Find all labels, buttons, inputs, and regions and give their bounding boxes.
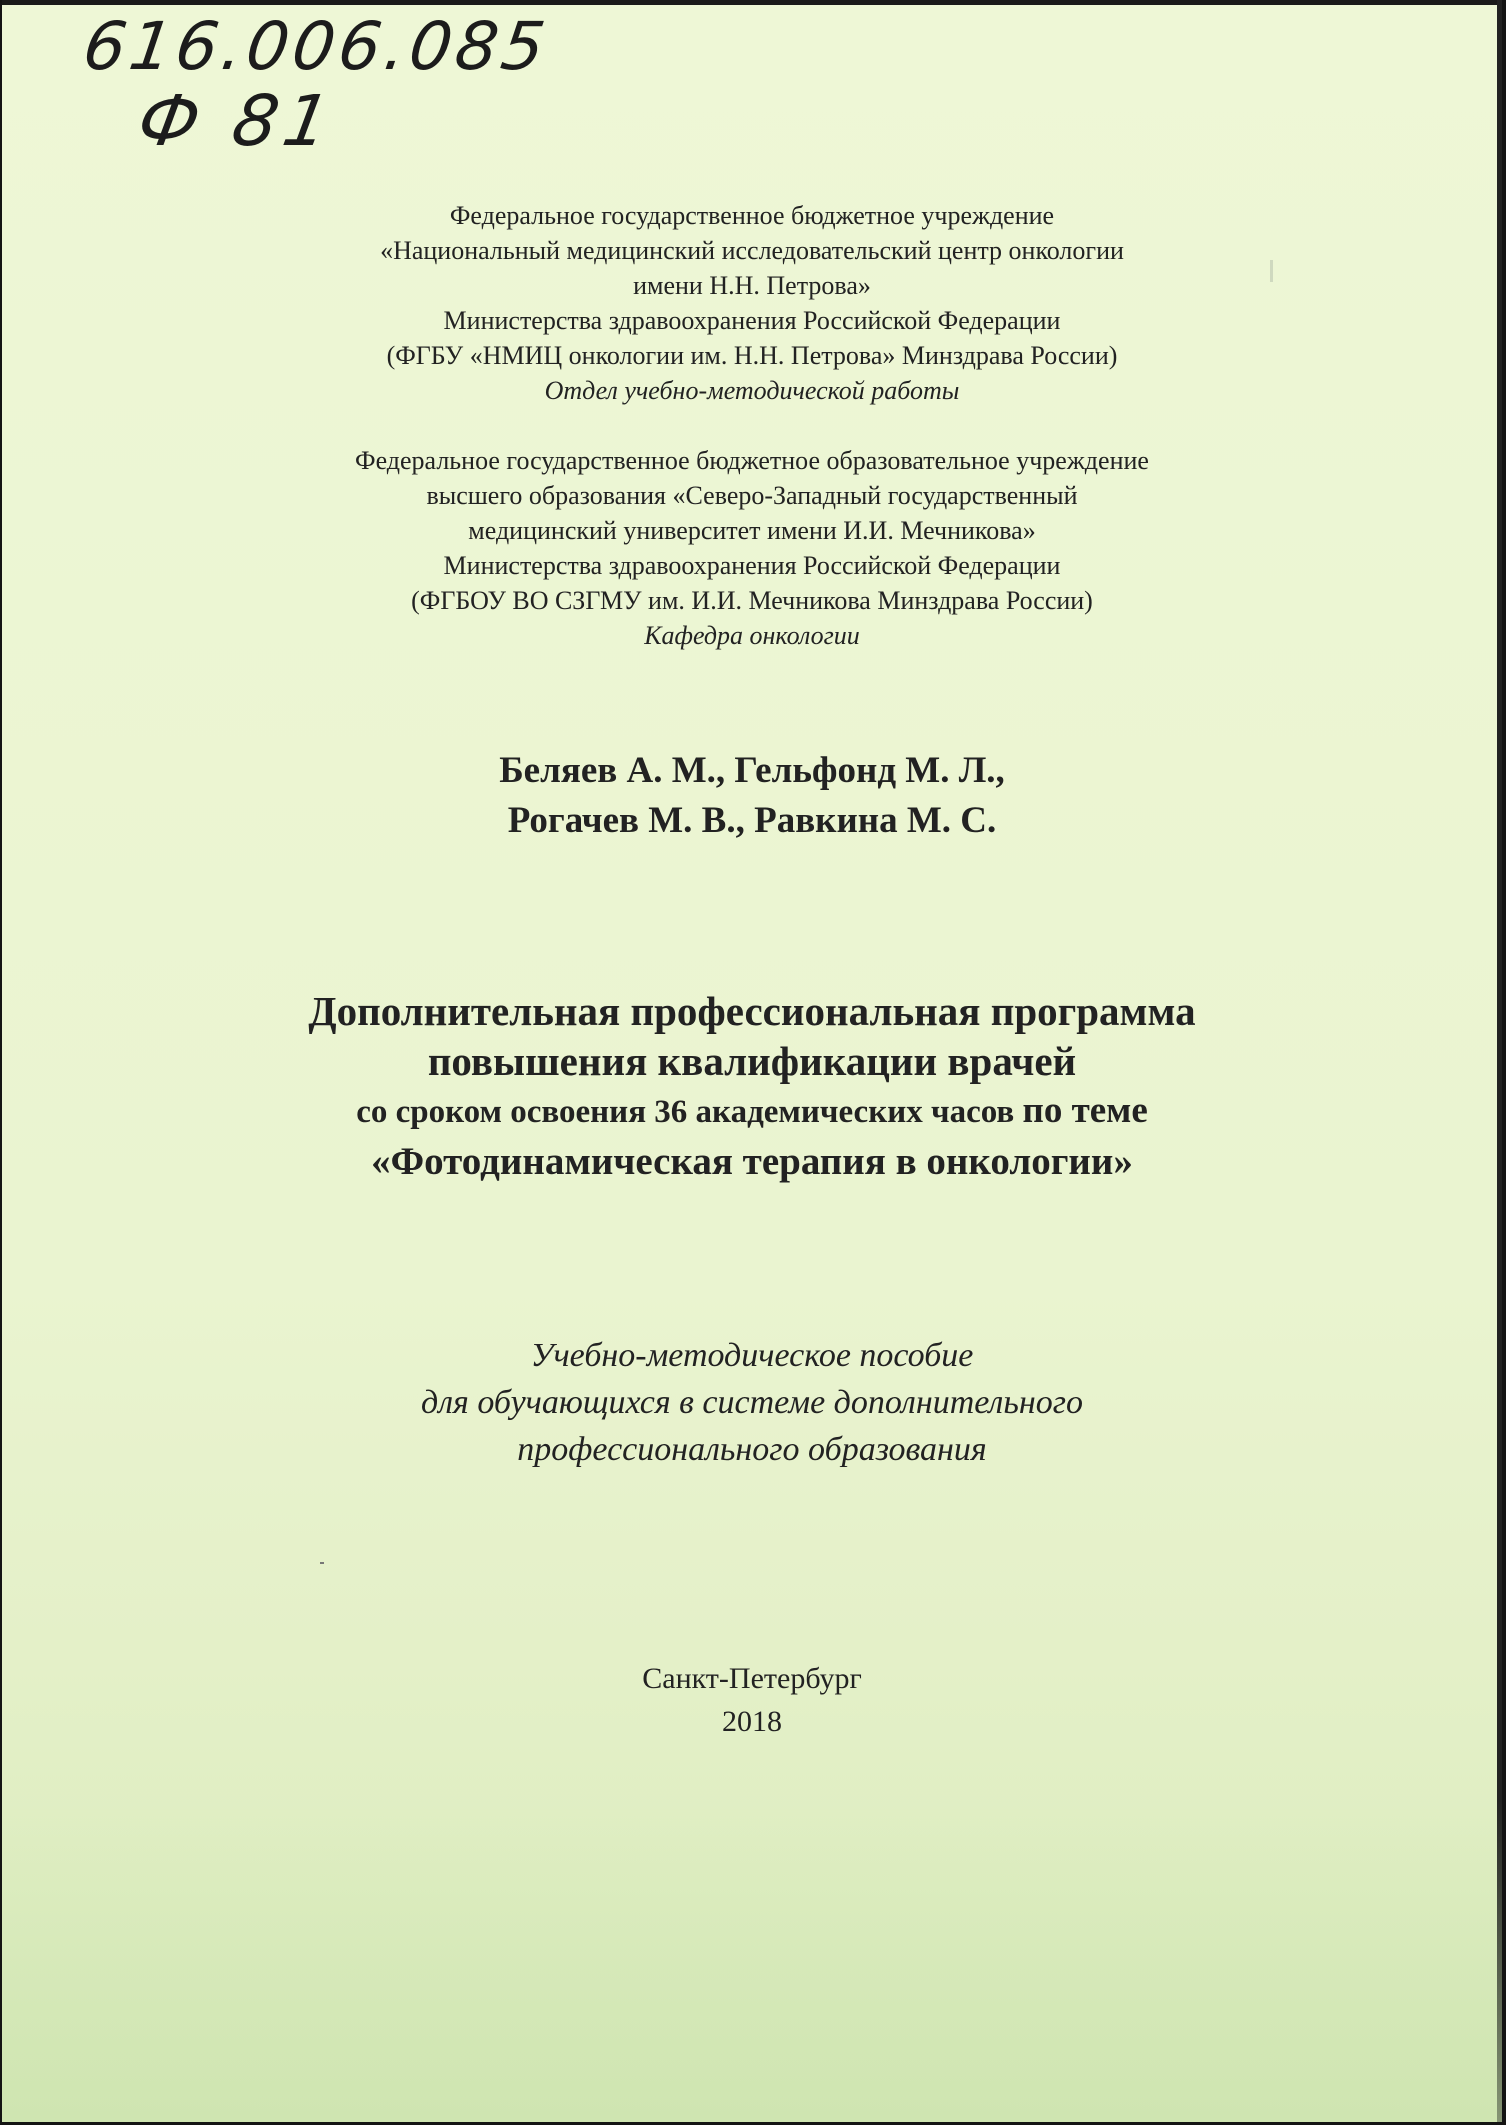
- scan-speck: [320, 1562, 324, 1564]
- subtitle-line-3: профессионального образования: [517, 1431, 987, 1468]
- institution-2-line-1: Федеральное государственное бюджетное образовательное учреждение: [355, 446, 1149, 475]
- institution-1-department: Отдел учебно-методической работы: [544, 376, 960, 405]
- title-line-3: [2, 1086, 1502, 1137]
- institution-block-2: [2, 443, 1502, 653]
- imprint-city: Санкт-Петербург: [642, 1662, 862, 1695]
- institution-1-line-2: «Национальный медицинский исследовательский центр онкологии: [380, 236, 1124, 265]
- institution-block-1: [2, 198, 1502, 408]
- authors-line-2: Рогачев М. В., Равкина М. С.: [507, 800, 997, 841]
- title-line-4: «Фотодинамическая терапия в онкологии»: [371, 1140, 1133, 1183]
- authors-line-1: Беляев А. М., Гельфонд М. Л.,: [499, 750, 1005, 791]
- institution-2-line-4: Министерства здравоохранения Российской Федерации: [443, 551, 1061, 580]
- handwritten-call-number: [78, 8, 554, 162]
- title-line-3-tail: по теме: [1022, 1090, 1148, 1131]
- call-number-line: 616.006.085: [78, 8, 554, 85]
- imprint-year: 2018: [722, 1705, 782, 1738]
- scan-border-top: [2, 0, 1502, 5]
- title-line-2: повышения квалификации врачей: [427, 1038, 1077, 1084]
- institution-2-line-3: медицинский университет имени И.И. Мечникова»: [468, 516, 1036, 545]
- title-block: [2, 986, 1502, 1187]
- title-line-3-text: со сроком освоения 36 академических часов: [356, 1094, 1015, 1130]
- imprint-block: [2, 1657, 1502, 1743]
- scan-shading: [2, 1800, 1502, 2122]
- institution-2-line-5: (ФГБОУ ВО СЗГМУ им. И.И. Мечникова Минздрава России): [411, 586, 1093, 615]
- authors-block: [2, 746, 1502, 846]
- institution-1-line-5: (ФГБУ «НМИЦ онкологии им. Н.Н. Петрова» Минздрава России): [386, 341, 1118, 370]
- institution-1-line-4: Министерства здравоохранения Российской Федерации: [443, 306, 1061, 335]
- author-sign-line: Ф 81: [131, 80, 342, 162]
- title-line-1: Дополнительная профессиональная программа: [308, 988, 1196, 1034]
- subtitle-line-1: Учебно-методическое пособие: [530, 1337, 974, 1374]
- institution-2-line-2: высшего образования «Северо-Западный государственный: [426, 481, 1078, 510]
- subtitle-line-2: для обучающихся в системе дополнительного: [421, 1384, 1083, 1421]
- institution-2-department: Кафедра онкологии: [644, 621, 860, 650]
- document-page: [2, 0, 1502, 2122]
- institution-1-line-1: Федеральное государственное бюджетное учреждение: [449, 201, 1055, 230]
- subtitle-block: [2, 1332, 1502, 1473]
- institution-1-line-3: имени Н.Н. Петрова»: [633, 271, 871, 300]
